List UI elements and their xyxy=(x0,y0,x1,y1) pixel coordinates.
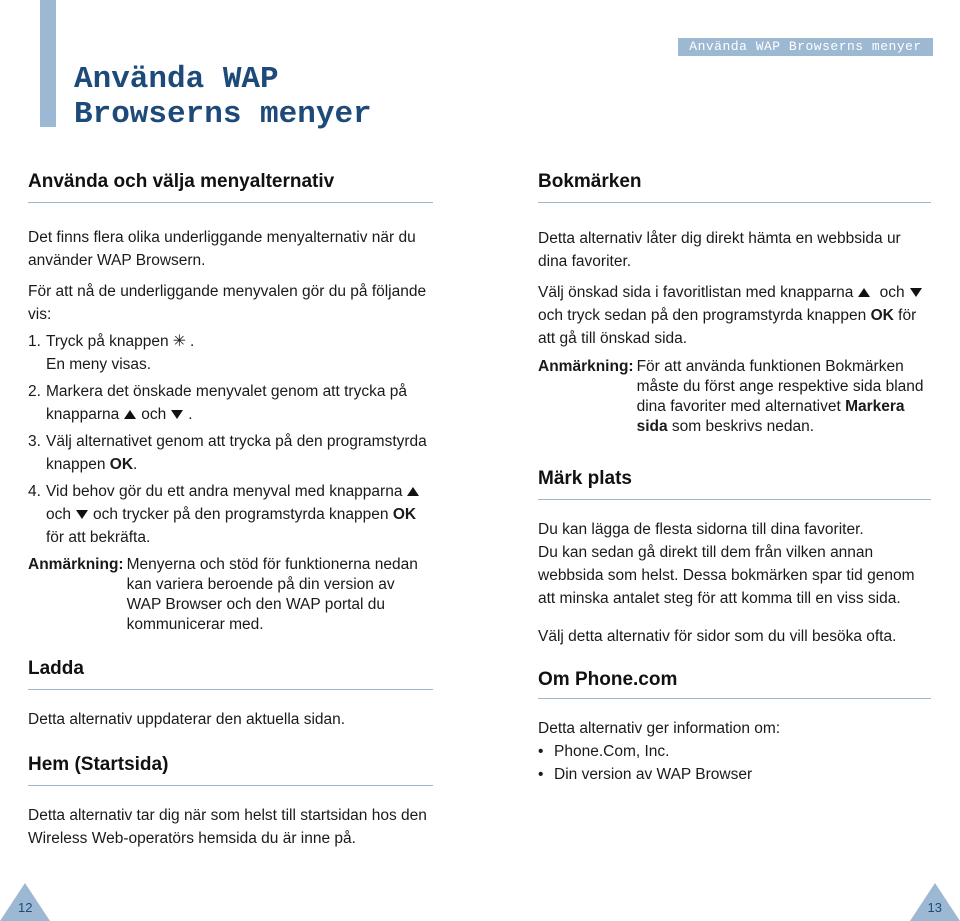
left-column xyxy=(28,170,433,850)
running-header: Använda WAP Browserns menyer xyxy=(678,38,933,56)
right-column xyxy=(538,170,931,786)
note-text: För att använda funktionen Bokmärken måste du först ange respektive sida bland dina favoriter med alternativet Markera sida som beskrivs nedan. xyxy=(636,358,924,435)
down-arrow-icon xyxy=(76,510,88,519)
up-arrow-icon xyxy=(124,410,136,419)
section-divider xyxy=(538,698,931,699)
section-heading-about: Om Phone.com xyxy=(538,669,678,690)
page-number-right: 13 xyxy=(927,900,942,915)
ok-key-label: OK xyxy=(870,307,894,324)
bullet-list xyxy=(538,740,931,786)
paragraph: Det finns flera olika underliggande menyalternativ när du använder WAP Browsern. xyxy=(28,229,416,269)
page-title-line1: Använda WAP xyxy=(74,62,279,97)
paragraph: Detta alternativ låter dig direkt hämta en webbsida ur dina favoriter. xyxy=(538,230,901,270)
paragraph: Du kan lägga de flesta sidorna till dina favoriter. xyxy=(538,521,864,538)
decorative-side-bar xyxy=(40,0,56,127)
paragraph: Du kan sedan gå direkt till dem från vilken annan webbsida som helst. Dessa bokmärken spar tid genom att minska antalet steg för att komma till en viss sida. xyxy=(538,544,915,607)
section-heading-home: Hem (Startsida) xyxy=(28,753,433,786)
list-item: 1. Tryck på knappen ✳ . En meny visas. xyxy=(28,333,195,373)
list-item: 4. Vid behov gör du ett andra menyval med knapparna och och trycker på den programstyrda knappen OK för att bekräfta. xyxy=(28,480,433,549)
note-text: Menyerna och stöd för funktionerna nedan kan variera beroende på din version av WAP Browser och den WAP portal du kommunicerar med. xyxy=(126,556,418,633)
star-key-icon: ✳ xyxy=(172,333,187,350)
down-arrow-icon xyxy=(171,410,183,419)
page-title xyxy=(74,62,372,132)
up-arrow-icon xyxy=(858,288,870,297)
list-item: 2. Markera det önskade menyvalet genom att trycka på knapparna och . xyxy=(28,383,407,423)
list-item: • Phone.Com, Inc. xyxy=(538,740,931,763)
paragraph: Detta alternativ tar dig när som helst till startsidan hos den Wireless Web-operatörs hemsida du är inne på. xyxy=(28,807,427,847)
paragraph: För att nå de underliggande menyvalen gör du på följande vis: xyxy=(28,283,427,323)
note xyxy=(28,555,433,635)
note xyxy=(538,357,931,437)
paragraph: Detta alternativ uppdaterar den aktuella sidan. xyxy=(28,711,346,728)
section-heading-mark-place: Märk plats xyxy=(538,467,931,500)
paragraph: Detta alternativ ger information om: xyxy=(538,720,781,737)
list-item: 3. Välj alternativet genom att trycka på den programstyrda knappen OK. xyxy=(28,433,427,473)
up-arrow-icon xyxy=(407,487,419,496)
section-heading-reload: Ladda xyxy=(28,657,433,690)
steps-list xyxy=(28,330,433,549)
page-title-line2: Browserns menyer xyxy=(74,97,372,132)
page-number-left: 12 xyxy=(18,900,33,915)
ok-key-label: OK xyxy=(109,456,134,473)
section-heading-bookmarks: Bokmärken xyxy=(538,170,931,203)
section-heading-select-menu: Använda och välja menyalternativ xyxy=(28,170,433,203)
note-label: Anmärkning: xyxy=(538,358,634,375)
ok-key-label: OK xyxy=(392,506,417,523)
note-label: Anmärkning: xyxy=(28,556,124,573)
paragraph: Välj önskad sida i favoritlistan med knapparna ochoch tryck sedan på den programstyrda knappen OK för att gå till önskad sida. xyxy=(538,281,931,350)
down-arrow-icon xyxy=(910,288,922,297)
paragraph: Välj detta alternativ för sidor som du vill besöka ofta. xyxy=(538,628,897,645)
list-item: • Din version av WAP Browser xyxy=(538,763,931,786)
